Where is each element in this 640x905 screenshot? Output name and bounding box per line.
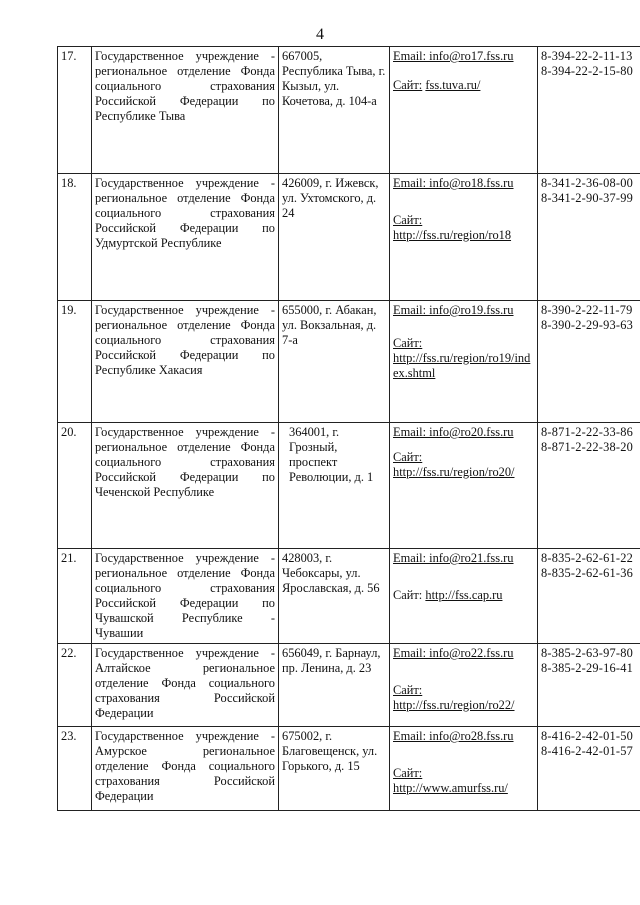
contact-cell [390, 174, 538, 301]
postal-address: 655000, г. Абакан, ул. Вокзальная, д. 7-а [279, 301, 390, 423]
page-number: 4 [316, 26, 324, 43]
site-url[interactable]: fss.tuva.ru/ [425, 78, 481, 92]
regional-offices-table [57, 46, 640, 811]
institution-name: Государственное учреждение - Алтайское региональное отделение Фонда социального страхования Российской Федерации [92, 644, 279, 727]
site-url[interactable]: http://fss.ru/region/ro18 [393, 228, 512, 242]
phone-number: 8-341-2-90-37-99 [541, 191, 633, 205]
phone-cell [538, 47, 640, 174]
row-number: 18. [58, 174, 92, 301]
contact-cell [390, 727, 538, 811]
site-label: Сайт: [393, 588, 423, 602]
website[interactable] [393, 588, 534, 603]
postal-address: 656049, г. Барнаул, пр. Ленина, д. 23 [279, 644, 390, 727]
contact-cell [390, 644, 538, 727]
table-row [58, 47, 640, 174]
postal-address: 364001, г. Грозный, проспект Революции, д. 1 [279, 423, 390, 549]
phone-number: 8-390-2-22-11-79 [541, 303, 633, 317]
site-label: Сайт: [393, 336, 423, 350]
phone-number: 8-835-2-62-61-22 [541, 551, 633, 565]
site-url[interactable]: http://fss.ru/region/ro22/ [393, 698, 515, 712]
table-row [58, 644, 640, 727]
site-url[interactable]: http://fss.ru/region/ro20/ [393, 465, 515, 479]
row-number: 19. [58, 301, 92, 423]
site-label: Сайт: [393, 450, 423, 464]
phone-number: 8-871-2-22-38-20 [541, 440, 633, 454]
institution-name: Государственное учреждение - региональное отделение Фонда социального страхования Российской Федерации по Удмуртской Республике [92, 174, 279, 301]
email-link[interactable]: Email: info@ro19.fss.ru [393, 303, 514, 317]
phone-cell [538, 423, 640, 549]
email-link[interactable]: Email: info@ro22.fss.ru [393, 646, 514, 660]
site-url[interactable]: http://fss.cap.ru [425, 588, 503, 602]
institution-name: Государственное учреждение - региональное отделение Фонда социального страхования Российской Федерации по Чеченской Республике [92, 423, 279, 549]
email-link[interactable]: Email: info@ro18.fss.ru [393, 176, 514, 190]
site-label: Сайт: [393, 766, 423, 780]
site-url[interactable]: http://www.amurfss.ru/ [393, 781, 508, 795]
table-row [58, 174, 640, 301]
phone-cell [538, 549, 640, 644]
institution-name: Государственное учреждение - региональное отделение Фонда социального страхования Российской Федерации по Республике Хакасия [92, 301, 279, 423]
email-link[interactable]: Email: info@ro20.fss.ru [393, 425, 514, 439]
email-link[interactable]: Email: info@ro17.fss.ru [393, 49, 514, 63]
contact-cell [390, 301, 538, 423]
contact-cell [390, 423, 538, 549]
table-row [58, 727, 640, 811]
email-link[interactable]: Email: info@ro28.fss.ru [393, 729, 514, 743]
phone-cell [538, 644, 640, 727]
phone-cell [538, 727, 640, 811]
phone-cell [538, 174, 640, 301]
row-number: 20. [58, 423, 92, 549]
phone-number: 8-871-2-22-33-86 [541, 425, 633, 439]
row-number: 17. [58, 47, 92, 174]
row-number: 23. [58, 727, 92, 811]
phone-number: 8-394-22-2-11-13 [541, 49, 633, 63]
phone-number: 8-385-2-63-97-80 [541, 646, 633, 660]
postal-address: 426009, г. Ижевск, ул. Ухтомского, д. 24 [279, 174, 390, 301]
phone-number: 8-394-22-2-15-80 [541, 64, 633, 78]
institution-name: Государственное учреждение - Амурское региональное отделение Фонда социального страхования Российской Федерации [92, 727, 279, 811]
phone-cell [538, 301, 640, 423]
website[interactable] [393, 78, 534, 93]
phone-number: 8-385-2-29-16-41 [541, 661, 633, 675]
postal-address: 428003, г. Чебоксары, ул. Ярославская, д. 56 [279, 549, 390, 644]
site-url[interactable]: http://fss.ru/region/ro19/index.shtml [393, 351, 531, 380]
site-label: Сайт: [393, 683, 423, 697]
row-number: 22. [58, 644, 92, 727]
table-row [58, 301, 640, 423]
postal-address: 667005, Республика Тыва, г. Кызыл, ул. Кочетова, д. 104-а [279, 47, 390, 174]
phone-number: 8-416-2-42-01-57 [541, 744, 633, 758]
institution-name: Государственное учреждение - региональное отделение Фонда социального страхования Российской Федерации по Чувашской Республике - Чувашии [92, 549, 279, 644]
phone-number: 8-341-2-36-08-00 [541, 176, 633, 190]
table-row [58, 423, 640, 549]
table-row [58, 549, 640, 644]
contact-cell [390, 549, 538, 644]
row-number: 21. [58, 549, 92, 644]
institution-name: Государственное учреждение - региональное отделение Фонда социального страхования Российской Федерации по Республике Тыва [92, 47, 279, 174]
phone-number: 8-390-2-29-93-63 [541, 318, 633, 332]
site-label: Сайт: [393, 78, 423, 92]
postal-address: 675002, г. Благовещенск, ул. Горького, д. 15 [279, 727, 390, 811]
phone-number: 8-416-2-42-01-50 [541, 729, 633, 743]
site-label: Сайт: [393, 213, 423, 227]
phone-number: 8-835-2-62-61-36 [541, 566, 633, 580]
contact-cell [390, 47, 538, 174]
email-link[interactable]: Email: info@ro21.fss.ru [393, 551, 514, 565]
